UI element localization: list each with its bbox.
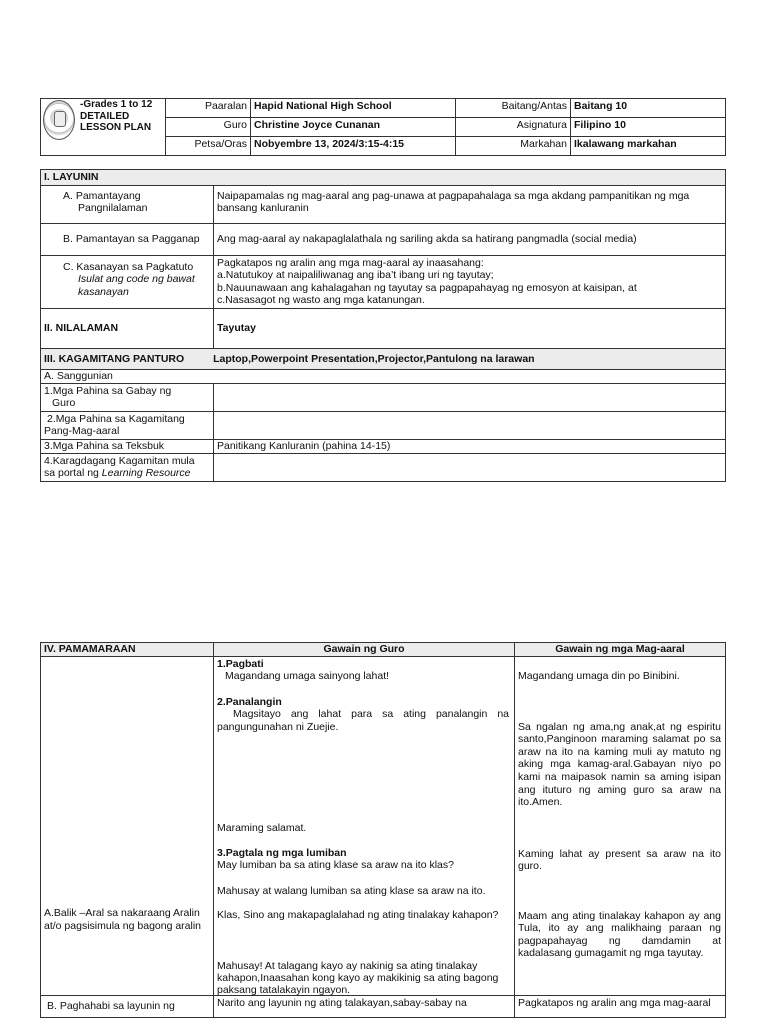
label-paaralan: Paaralan	[166, 99, 251, 118]
label-petsa: Petsa/Oras	[166, 137, 251, 156]
deped-seal-icon	[43, 100, 75, 140]
label-asignatura: Asignatura	[456, 118, 571, 137]
student-tula: Maam ang ating tinalakay kahapon ay ang Tula, ito ay ang malikhaing paraan ng pagpapahayag ng damdamin at kadalasang gumagamit ng mga tayutay.	[518, 909, 721, 960]
student-present: Kaming lahat ay present sa araw na ito guro.	[518, 847, 721, 873]
sanggunian-label: A. Sanggunian	[41, 369, 726, 383]
layunin-c-label-line1: C. Kasanayan sa Pagkatuto	[63, 260, 194, 273]
lumiban-heading: 3.Pagtala ng mga lumiban	[217, 846, 347, 859]
label-baitang: Baitang/Antas	[456, 99, 571, 118]
panalangin-text: Magsitayo ang lahat para sa ating panalangin na pangungunahan ni Zuejie.	[217, 708, 509, 733]
balik-aral-label	[44, 907, 210, 933]
layunin-b-text: Ang mag-aaral ay nakapaglalathala ng sariling akda sa hatirang pangmadla (social media)	[214, 223, 726, 255]
gawain-guro-cell	[214, 656, 515, 995]
header-table	[40, 98, 726, 156]
klas-question: Klas, Sino ang makapaglalahad ng ating tinalakay kahapon?	[217, 908, 499, 921]
gabay-guro-value	[214, 383, 726, 411]
kagamitang-magaaral-value	[214, 411, 726, 439]
header-title-cell	[41, 99, 166, 156]
gabay-guro-line2: Guro	[52, 397, 76, 410]
teksbuk-value: Panitikang Kanluranin (pahina 14-15)	[214, 439, 726, 453]
kagamitang-magaaral-line2: Pang-Mag-aaral	[44, 425, 120, 438]
layunin-c-line: c.Nasasagot ng wasto ang mga katanungan.	[217, 294, 425, 307]
kagamitan-heading: III. KAGAMITANG PANTURO	[44, 352, 185, 365]
student-panalangin: Sa ngalan ng ama,ng anak,at ng espiritu santo,Panginoon maraming salamat po sa araw na ito na kaming muli ay matuto ng aking mga kamag-aral.Gabayan niyo po kami na maipasok namin sa aming isipan ang ituturo ng aming guro sa araw na ito.Amen.	[518, 720, 721, 809]
label-guro: Guro	[166, 118, 251, 137]
header-grades: -Grades 1 to 12	[80, 99, 153, 110]
layunin-a-label	[41, 185, 214, 223]
layunin-c-label-line3: kasanayan	[78, 285, 129, 298]
karagdagan-line2: sa portal ng	[44, 467, 99, 480]
balik-aral-label-text: A.Balik –Aral sa nakaraang Aralin at/o pagsisimula ng bagong aralin	[44, 906, 202, 932]
karagdagan-line1: 4.Karagdagang Kagamitan mula	[44, 454, 195, 467]
layunin-b-label: B. Pamantayan sa Pagganap	[41, 223, 214, 255]
lumiban-question: May lumiban ba sa ating klase sa araw na ito klas?	[217, 859, 454, 872]
layunin-a-label-line1: A. Pamantayang	[63, 189, 141, 202]
paghahabi-label: B. Paghahabi sa layunin ng	[41, 995, 214, 1017]
nilalaman-heading: II. NILALAMAN	[41, 308, 214, 348]
balik-aral-label-cell	[41, 656, 214, 995]
kagamitang-magaaral-label	[41, 411, 214, 439]
value-guro: Christine Joyce Cunanan	[251, 118, 456, 137]
layunin-c-line: a.Natutukoy at naipaliliwanag ang iba’t ibang uri ng tayutay;	[217, 269, 494, 282]
layunin-c-label	[41, 255, 214, 308]
paghahabi-guro: Narito ang layunin ng ating talakayan,sabay-sabay na	[214, 995, 515, 1017]
layunin-c-label-line2: Isulat ang code ng bawat	[78, 273, 195, 286]
value-petsa: Nobyembre 13, 2024/3:15-4:15	[251, 137, 456, 156]
karagdagan-line2-italic: Learning Resource	[101, 467, 191, 480]
layunin-c-text	[214, 255, 726, 308]
pamamaraan-table	[40, 642, 726, 1018]
panalangin-heading: 2.Panalangin	[217, 695, 282, 708]
kagamitang-magaaral-line1: 2.Mga Pahina sa Kagamitang	[47, 412, 185, 425]
kagamitan-value: Laptop,Powerpoint Presentation,Projector,Pantulong na larawan	[213, 352, 535, 365]
col-gawain-guro: Gawain ng Guro	[214, 643, 515, 657]
teksbuk-label: 3.Mga Pahina sa Teksbuk	[41, 439, 214, 453]
karagdagan-value	[214, 453, 726, 481]
layunin-c-line: Pagkatapos ng aralin ang mga mag-aaral ay inaasahang:	[217, 256, 484, 269]
gabay-guro-line1: 1.Mga Pahina sa Gabay ng	[44, 384, 172, 397]
salamat-text: Maraming salamat.	[217, 821, 307, 834]
mahusay-text: Mahusay! At talagang kayo ay nakinig sa ating tinalakay kahapon,Inaasahan kong kayo ay makikinig sa ating bagong paksang tatalakayin ngayon.	[217, 959, 499, 996]
layunin-c-line: b.Nauunawaan ang kahalagahan ng tayutay sa pagpapahayag ng emosyon at kaisipan, at	[217, 281, 637, 294]
gawain-magaaral-cell	[515, 656, 726, 995]
value-asignatura: Filipino 10	[571, 118, 726, 137]
karagdagan-label	[41, 453, 214, 481]
pagbati-heading: 1.Pagbati	[217, 657, 264, 670]
value-markahan: Ikalawang markahan	[571, 137, 726, 156]
kagamitan-row	[41, 348, 726, 369]
pamamaraan-heading: IV. PAMAMARAAN	[41, 643, 214, 657]
pagbati-text: Magandang umaga sainyong lahat!	[225, 670, 390, 683]
student-umaga: Magandang umaga din po Binibini.	[518, 669, 680, 682]
value-baitang: Baitang 10	[571, 99, 726, 118]
header-detailed: DETAILED	[80, 110, 130, 122]
layunin-table	[40, 169, 726, 482]
layunin-a-text: Naipapamalas ng mag-aaral ang pag-unawa at pagpapahalaga sa mga akdang pampanitikan ng mga bansang kanluranin	[214, 185, 726, 223]
value-paaralan: Hapid National High School	[251, 99, 456, 118]
layunin-a-label-line2: Pangnilalaman	[78, 202, 148, 215]
layunin-heading: I. LAYUNIN	[41, 170, 726, 186]
col-gawain-magaaral: Gawain ng mga Mag-aaral	[515, 643, 726, 657]
label-markahan: Markahan	[456, 137, 571, 156]
lumiban-response: Mahusay at walang lumiban sa ating klase sa araw na ito.	[217, 884, 486, 897]
paghahabi-magaaral: Pagkatapos ng aralin ang mga mag-aaral	[515, 995, 726, 1017]
nilalaman-value: Tayutay	[214, 308, 726, 348]
header-lesson-plan: LESSON PLAN	[80, 122, 152, 133]
gabay-guro-label	[41, 383, 214, 411]
